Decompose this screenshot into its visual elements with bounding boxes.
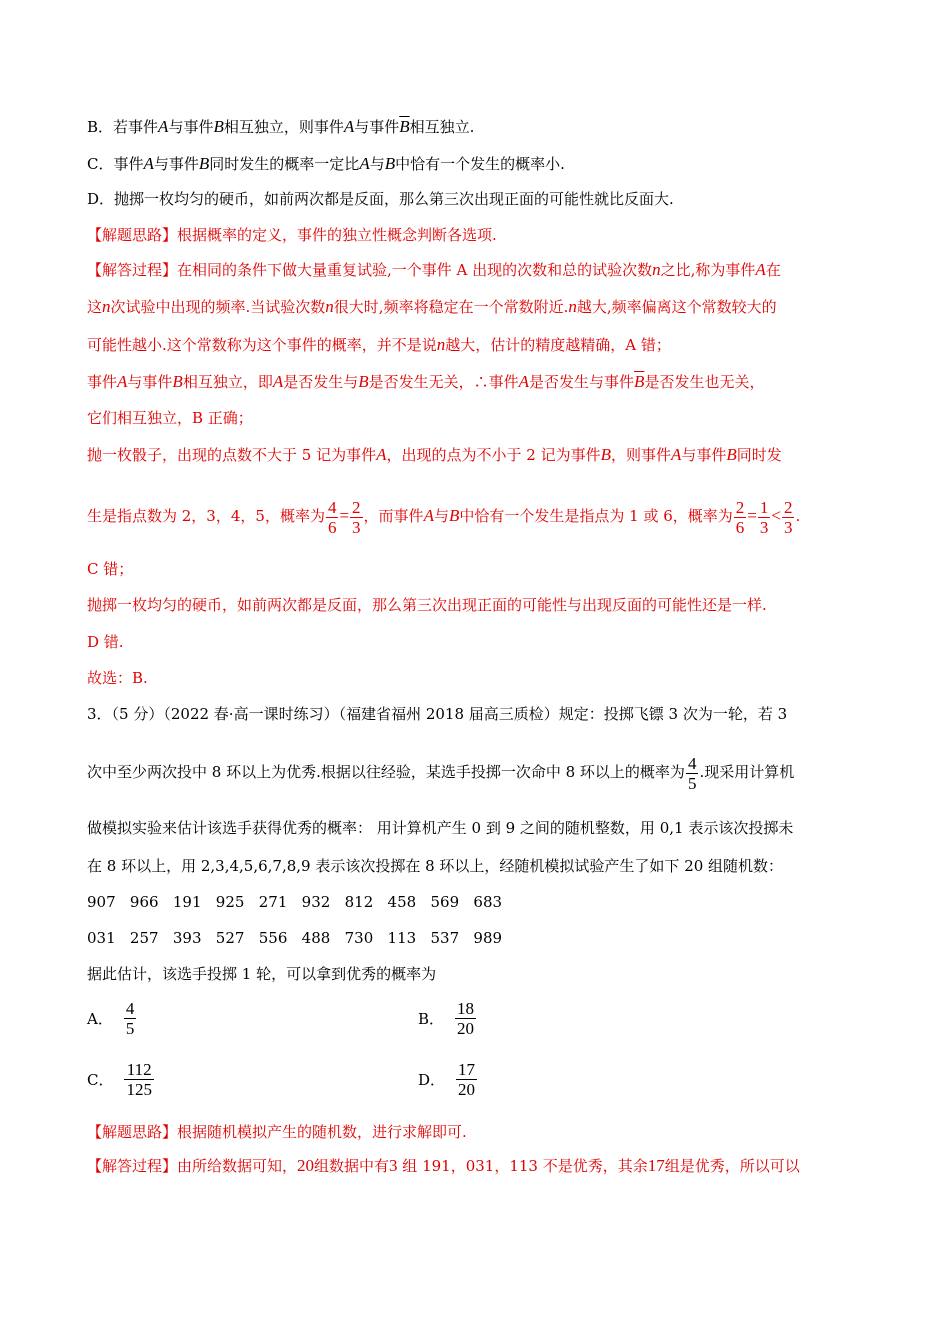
solution-process-line: 【解答过程】由所给数据可知，20组数据中有3 组 191，031，113 不是优秀，其余17组是优秀，所以可以 (87, 1156, 800, 1175)
solution-process-line: 它们相互独立，B 正确； (87, 409, 253, 427)
option-label: C． (87, 155, 114, 173)
option-d: D．抛掷一枚均匀的硬币，如前两次都是反面，那么第三次出现正面的可能性就比反面大. (87, 190, 674, 208)
solution-process-line: 可能性越小.这个常数称为这个事件的概率，并不是说n越大，估计的精度越精确，A 错； (87, 335, 671, 354)
random-numbers-row: 907 966 191 925 271 932 812 458 569 683 (87, 893, 503, 911)
question-3-prompt: 据此估计，该选手投掷 1 轮，可以拿到优秀的概率为 (87, 965, 437, 983)
solution-process-line: 【解答过程】在相同的条件下做大量重复试验,一个事件 A 出现的次数和总的试验次数n之比,称为事件A在 (87, 260, 781, 279)
solution-thinking: 【解题思路】根据概率的定义，事件的独立性概念判断各选项. (87, 226, 497, 244)
fraction: $\frac{4}{5}$ (687, 753, 697, 793)
solution-process-line: 生是指点数为 2，3，4，5，概率为 $\frac{4}{6}$ = $\frac{2}{3}$ ，而事件A与B中恰有一个发生是指点为 1 或 6，概率为 $\frac{2}{6}$ = $\frac{1}{3}$ < $\frac{2}{3}$ . (87, 497, 801, 537)
b-complement: $\overline{B}$ (399, 117, 410, 136)
question-3-stem: 在 8 环以上，用 2,3,4,5,6,7,8,9 表示该次投掷在 8 环以上，经随机模拟试验产生了如下 20 组随机数： (87, 857, 784, 875)
solution-process-line: 事件A与事件B相互独立，即A是否发生与B是否发生无关，∴事件A是否发生与事件$\overline{B}$是否发生也无关， (87, 372, 765, 391)
option-b: B． $\frac{18}{20}$ (418, 999, 475, 1038)
solution-process-line: 抛一枚骰子，出现的点数不大于 5 记为事件A，出现的点为不小于 2 记为事件B，则事件A与事件B同时发 (87, 445, 782, 464)
question-3-stem: 做模拟实验来估计该选手获得优秀的概率： 用计算机产生 0 到 9 之间的随机整数，用 0,1 表示该次投掷未 (87, 819, 794, 837)
solution-process-line: C 错； (87, 560, 134, 578)
question-3-stem: 3．（5 分）（2022 春·高一课时练习）（福建省福州 2018 届高三质检）规定：投掷飞镖 3 次为一轮，若 3 (87, 705, 788, 723)
solution-process-line: D 错. (87, 633, 124, 651)
option-b: B．若事件A与事件B相互独立，则事件A与事件$\overline{B}$相互独立. (87, 117, 475, 136)
fraction: $\frac{1}{3}$ (759, 497, 769, 537)
option-a: A． $\frac{4}{5}$ (87, 999, 135, 1038)
fraction: $\frac{17}{20}$ (458, 1060, 476, 1099)
option-label: B． (87, 118, 114, 136)
option-d: D． $\frac{17}{20}$ (418, 1060, 476, 1099)
fraction: $\frac{112}{125}$ (126, 1060, 152, 1099)
solution-answer: 故选：B. (87, 669, 148, 687)
solution-thinking: 【解题思路】根据随机模拟产生的随机数，进行求解即可. (87, 1123, 467, 1141)
solution-process-line: 这n次试验中出现的频率.当试验次数n很大时,频率将稳定在一个常数附近.n越大,频率偏离这个常数较大的 (87, 297, 777, 316)
random-numbers-row: 031 257 393 527 556 488 730 113 537 989 (87, 929, 503, 947)
option-c: C． $\frac{112}{125}$ (87, 1060, 152, 1099)
fraction: $\frac{4}{5}$ (125, 999, 135, 1038)
fraction: $\frac{18}{20}$ (457, 999, 475, 1038)
b-complement: $\overline{B}$ (634, 372, 645, 391)
solution-process-line: 抛掷一枚均匀的硬币，如前两次都是反面，那么第三次出现正面的可能性与出现反面的可能性还是一样. (87, 596, 767, 614)
fraction: $\frac{2}{6}$ (735, 497, 745, 537)
fraction: $\frac{2}{3}$ (783, 497, 793, 537)
question-3-stem: 次中至少两次投中 8 环以上为优秀.根据以往经验，某选手投掷一次命中 8 环以上的概率为 $\frac{4}{5}$ .现采用计算机 (87, 753, 795, 793)
fraction: $\frac{2}{3}$ (352, 497, 361, 537)
fraction: $\frac{4}{6}$ (327, 497, 337, 537)
option-c: C．事件A与事件B同时发生的概率一定比A与B中恰有一个发生的概率小. (87, 154, 565, 173)
